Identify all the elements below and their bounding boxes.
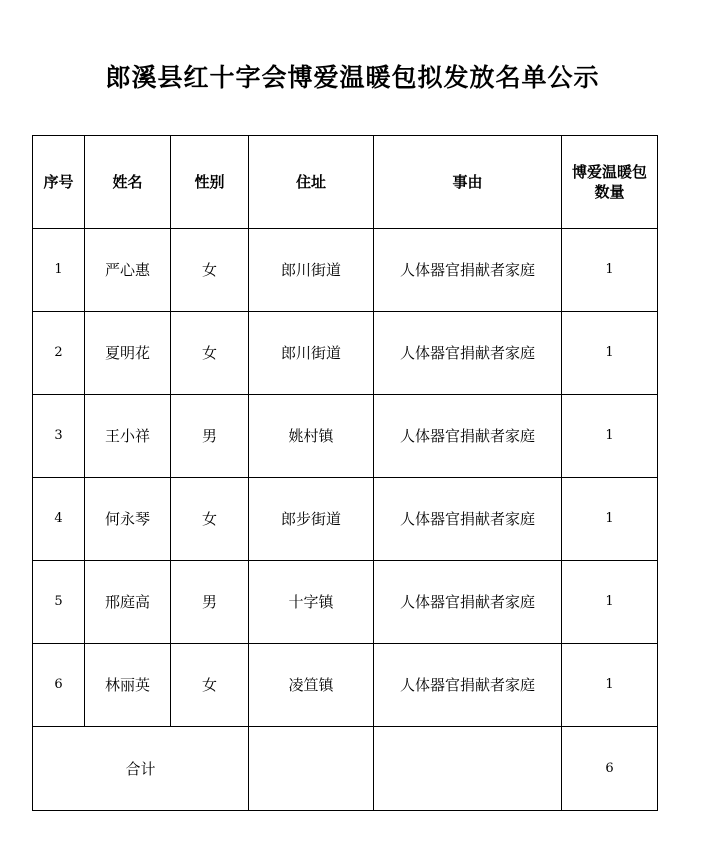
cell-reason: 人体器官捐献者家庭 bbox=[374, 395, 562, 478]
cell-name: 王小祥 bbox=[85, 395, 171, 478]
cell-gender: 男 bbox=[171, 395, 249, 478]
total-address-empty bbox=[249, 727, 374, 811]
header-quantity-line1: 博爱温暖包 bbox=[571, 163, 647, 181]
table-row bbox=[33, 644, 658, 727]
cell-reason: 人体器官捐献者家庭 bbox=[374, 478, 562, 561]
header-gender: 性别 bbox=[171, 136, 249, 229]
cell-index: 1 bbox=[33, 229, 85, 312]
header-quantity bbox=[562, 136, 658, 229]
cell-quantity: 1 bbox=[562, 644, 658, 727]
cell-address: 郎步街道 bbox=[249, 478, 374, 561]
cell-quantity: 1 bbox=[562, 478, 658, 561]
total-label: 合计 bbox=[33, 727, 249, 811]
table-row bbox=[33, 395, 658, 478]
cell-address: 十字镇 bbox=[249, 561, 374, 644]
cell-quantity: 1 bbox=[562, 561, 658, 644]
cell-index: 3 bbox=[33, 395, 85, 478]
cell-address: 姚村镇 bbox=[249, 395, 374, 478]
total-reason-empty bbox=[374, 727, 562, 811]
table-row bbox=[33, 229, 658, 312]
cell-name: 严心惠 bbox=[85, 229, 171, 312]
table-row bbox=[33, 561, 658, 644]
cell-reason: 人体器官捐献者家庭 bbox=[374, 312, 562, 395]
cell-address: 郎川街道 bbox=[249, 312, 374, 395]
cell-gender: 女 bbox=[171, 312, 249, 395]
header-quantity-line2: 数量 bbox=[594, 183, 625, 201]
cell-name: 林丽英 bbox=[85, 644, 171, 727]
cell-reason: 人体器官捐献者家庭 bbox=[374, 229, 562, 312]
cell-name: 夏明花 bbox=[85, 312, 171, 395]
recipient-table bbox=[32, 135, 658, 811]
cell-index: 5 bbox=[33, 561, 85, 644]
table-header-row bbox=[33, 136, 658, 229]
cell-address: 郎川街道 bbox=[249, 229, 374, 312]
cell-name: 何永琴 bbox=[85, 478, 171, 561]
cell-address: 凌笪镇 bbox=[249, 644, 374, 727]
cell-quantity: 1 bbox=[562, 312, 658, 395]
header-address: 住址 bbox=[249, 136, 374, 229]
cell-index: 2 bbox=[33, 312, 85, 395]
header-name: 姓名 bbox=[85, 136, 171, 229]
header-reason: 事由 bbox=[374, 136, 562, 229]
cell-index: 4 bbox=[33, 478, 85, 561]
cell-gender: 女 bbox=[171, 229, 249, 312]
cell-quantity: 1 bbox=[562, 395, 658, 478]
cell-name: 邢庭高 bbox=[85, 561, 171, 644]
cell-reason: 人体器官捐献者家庭 bbox=[374, 644, 562, 727]
page-title: 郎溪县红十字会博爱温暖包拟发放名单公示 bbox=[105, 63, 600, 92]
cell-quantity: 1 bbox=[562, 229, 658, 312]
table-total-row bbox=[33, 727, 658, 811]
cell-index: 6 bbox=[33, 644, 85, 727]
cell-reason: 人体器官捐献者家庭 bbox=[374, 561, 562, 644]
header-index: 序号 bbox=[33, 136, 85, 229]
table-row bbox=[33, 478, 658, 561]
cell-gender: 女 bbox=[171, 644, 249, 727]
cell-gender: 女 bbox=[171, 478, 249, 561]
total-quantity: 6 bbox=[562, 727, 658, 811]
cell-gender: 男 bbox=[171, 561, 249, 644]
table-row bbox=[33, 312, 658, 395]
